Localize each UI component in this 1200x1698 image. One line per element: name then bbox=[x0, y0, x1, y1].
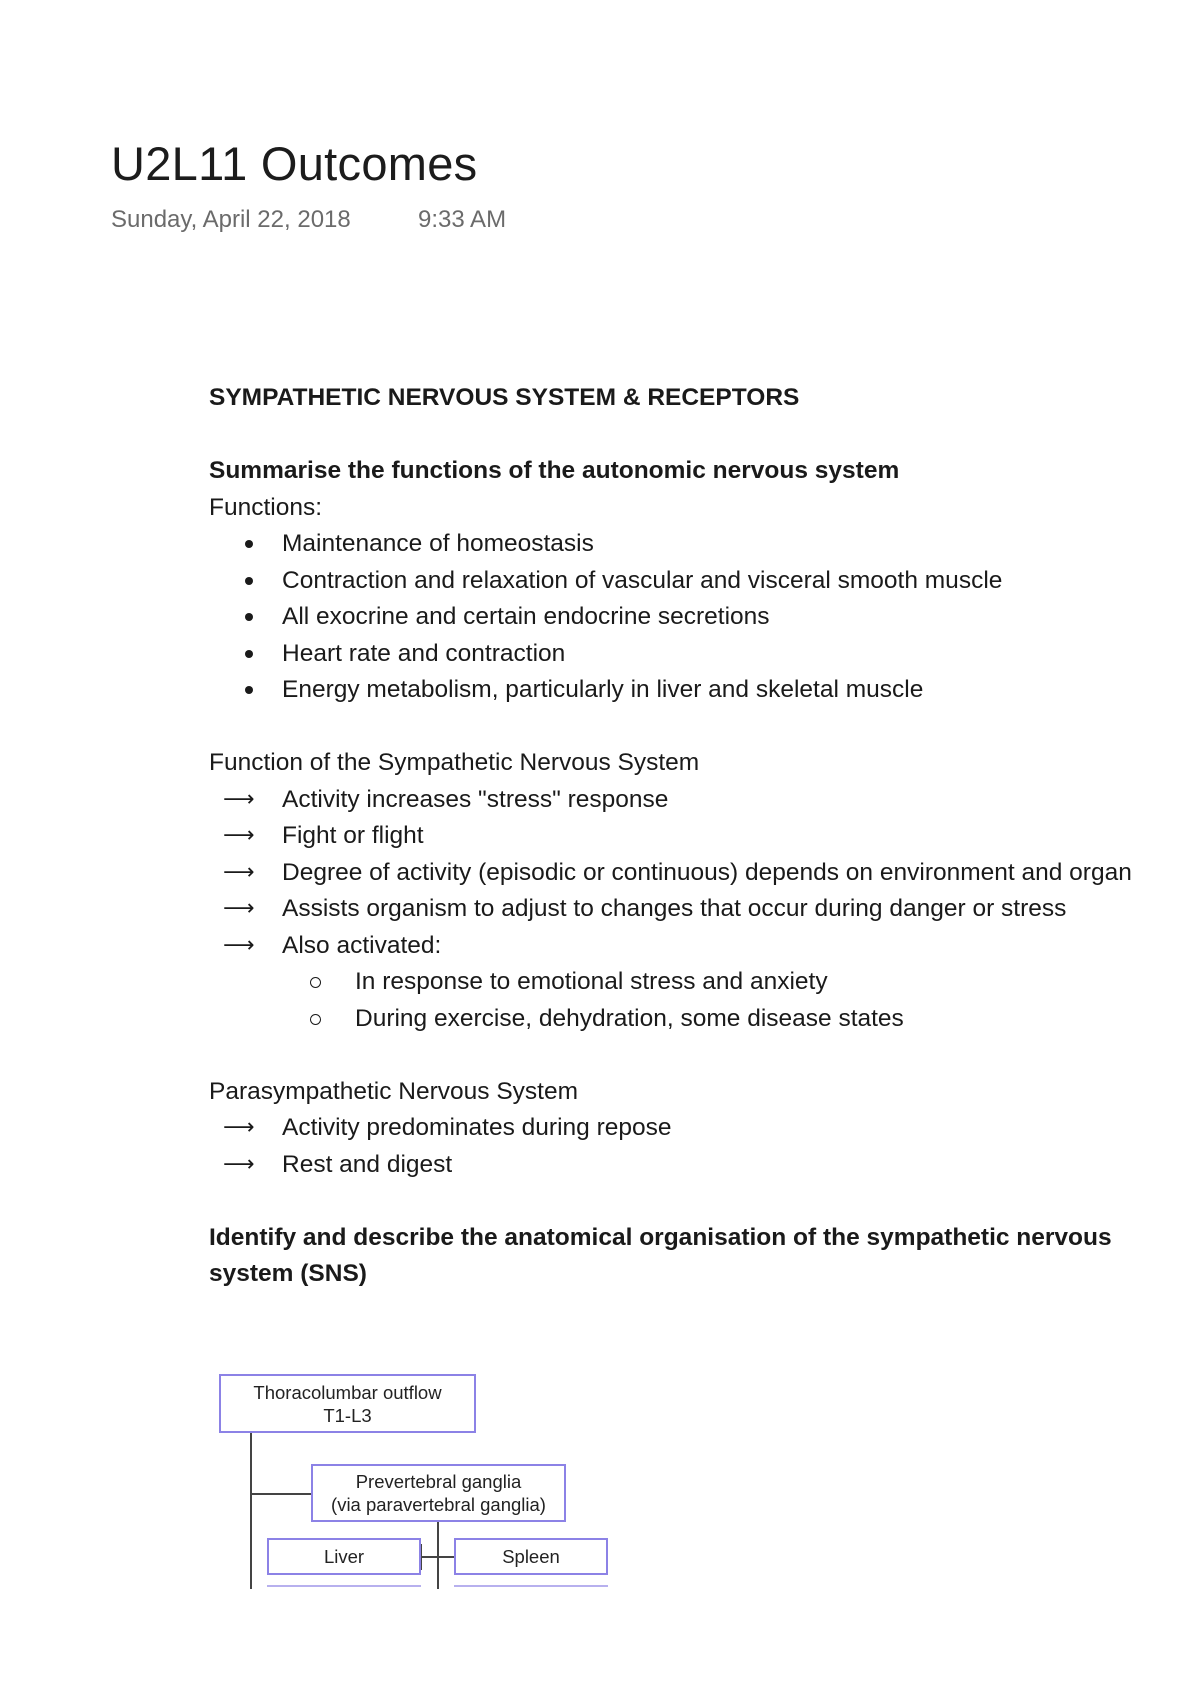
liver-box bbox=[267, 1538, 421, 1575]
section-heading-anatomy-line1: Identify and describe the anatomical organisation of the sympathetic nervous bbox=[209, 1223, 1112, 1251]
connector-line bbox=[420, 1556, 456, 1558]
parasympathetic-title: Parasympathetic Nervous System bbox=[209, 1077, 578, 1105]
page-title: U2L11 Outcomes bbox=[111, 137, 478, 190]
cropped-box-edge bbox=[267, 1585, 421, 1587]
list-item: ⟶ Activity predominates during repose bbox=[209, 1110, 1169, 1147]
sympathetic-list bbox=[209, 782, 1169, 965]
functions-intro: Functions: bbox=[209, 493, 323, 521]
list-item: Contraction and relaxation of vascular and visceral smooth muscle bbox=[209, 563, 1169, 600]
list-item: ⟶ Activity increases "stress" response bbox=[209, 782, 1169, 819]
cropped-box-edge bbox=[454, 1585, 608, 1587]
outflow-label: Thoracolumbar outflow bbox=[253, 1381, 442, 1403]
list-item: Maintenance of homeostasis bbox=[209, 526, 1169, 563]
spacer bbox=[209, 417, 1169, 454]
note-body bbox=[209, 380, 1169, 1293]
circle-bullet-icon bbox=[310, 977, 321, 988]
list-item: ⟶ Rest and digest bbox=[209, 1147, 1169, 1184]
list-item: All exocrine and certain endocrine secretions bbox=[209, 599, 1169, 636]
parasympathetic-list bbox=[209, 1110, 1169, 1183]
connector-line bbox=[420, 1544, 422, 1570]
spleen-label: Spleen bbox=[502, 1546, 560, 1567]
arrow-right-icon: ⟶ bbox=[223, 823, 255, 848]
list-item: ⟶ Assists organism to adjust to changes that occur during danger or stress bbox=[209, 891, 1169, 928]
section-heading-functions: Summarise the functions of the autonomic nervous system bbox=[209, 457, 900, 484]
connector-line bbox=[437, 1521, 439, 1589]
arrow-right-icon: ⟶ bbox=[223, 932, 255, 958]
list-item: During exercise, dehydration, some disease states bbox=[209, 1001, 1169, 1038]
bullet-icon bbox=[245, 613, 253, 621]
arrow-right-icon: ⟶ bbox=[223, 896, 255, 921]
main-heading: SYMPATHETIC NERVOUS SYSTEM & RECEPTORS bbox=[209, 384, 800, 411]
prevertebral-box bbox=[311, 1464, 566, 1522]
functions-list bbox=[209, 526, 1169, 709]
note-date: Sunday, April 22, 2018 bbox=[111, 206, 351, 233]
outflow-range: T1-L3 bbox=[323, 1404, 372, 1426]
bullet-icon bbox=[245, 686, 253, 694]
outflow-box bbox=[219, 1374, 476, 1433]
bullet-icon bbox=[245, 577, 253, 585]
spleen-box bbox=[454, 1538, 608, 1575]
list-item: Energy metabolism, particularly in liver and skeletal muscle bbox=[209, 672, 1169, 709]
bullet-icon bbox=[245, 650, 253, 658]
sympathetic-title: Function of the Sympathetic Nervous System bbox=[209, 749, 700, 776]
list-item: ⟶ Degree of activity (episodic or continuous) depends on environment and organ bbox=[209, 855, 1172, 892]
prevertebral-label: Prevertebral ganglia bbox=[355, 1471, 522, 1492]
spacer bbox=[209, 1183, 1169, 1220]
connector-line bbox=[454, 1544, 456, 1570]
spacer bbox=[209, 709, 1169, 746]
connector-line bbox=[250, 1424, 252, 1589]
note-time: 9:33 AM bbox=[418, 206, 507, 233]
liver-label: Liver bbox=[323, 1546, 365, 1567]
arrow-right-icon: ⟶ bbox=[223, 859, 255, 885]
circle-bullet-icon bbox=[310, 1014, 321, 1025]
connector-line bbox=[250, 1493, 312, 1495]
section-heading-anatomy-line2: system (SNS) bbox=[209, 1260, 367, 1287]
arrow-right-icon: ⟶ bbox=[223, 786, 255, 812]
spacer bbox=[209, 1037, 1169, 1074]
arrow-right-icon: ⟶ bbox=[223, 1151, 255, 1177]
list-item: In response to emotional stress and anxiety bbox=[209, 964, 1169, 1001]
list-item: Heart rate and contraction bbox=[209, 636, 1169, 673]
prevertebral-sub: (via paravertebral ganglia) bbox=[331, 1494, 546, 1515]
bullet-icon bbox=[245, 540, 253, 548]
list-item: ⟶ Fight or flight bbox=[209, 818, 1169, 855]
also-activated-list bbox=[209, 964, 1169, 1037]
list-item: ⟶ Also activated: bbox=[209, 928, 1169, 965]
arrow-right-icon: ⟶ bbox=[223, 1115, 255, 1140]
